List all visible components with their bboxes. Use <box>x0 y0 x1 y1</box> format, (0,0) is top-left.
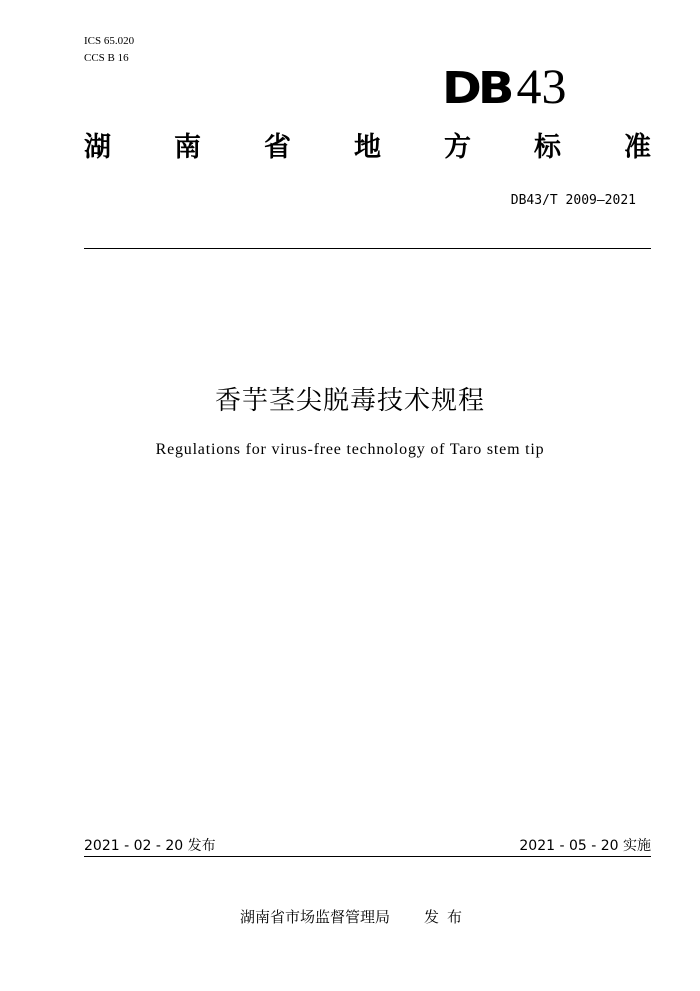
standard-type-heading <box>84 130 651 166</box>
standard-type-char: 准 <box>624 132 651 163</box>
issuer-line <box>240 906 470 927</box>
standard-type-char: 地 <box>354 132 381 163</box>
release-date: 2021 - 02 - 20 发布 <box>84 838 216 854</box>
document-title-en: Regulations for virus-free technology of Taro stem tip <box>155 441 545 458</box>
db-logo-number: 43 <box>516 58 567 114</box>
classification-codes <box>84 33 134 67</box>
standard-type-char: 湖 <box>84 132 111 163</box>
standard-type-char: 南 <box>174 132 201 163</box>
ccs-code: CCS B 16 <box>84 52 129 64</box>
document-title-zh: 香芋茎尖脱毒技术规程 <box>214 386 485 416</box>
db43-logo <box>442 58 567 114</box>
standard-type-char: 标 <box>534 132 561 163</box>
standard-number: DB43/T 2009—2021 <box>510 193 636 208</box>
standard-type-char: 省 <box>264 132 291 163</box>
standard-type-char: 方 <box>444 132 471 163</box>
issue-word: 发布 <box>424 908 471 926</box>
ics-code: ICS 65.020 <box>84 35 135 47</box>
implementation-date: 2021 - 05 - 20 实施 <box>519 838 651 854</box>
issuer-name: 湖南省市场监督管理局 <box>240 908 391 926</box>
top-divider <box>84 248 651 249</box>
db-logo-letters: DB <box>442 63 511 114</box>
bottom-divider <box>84 856 651 857</box>
